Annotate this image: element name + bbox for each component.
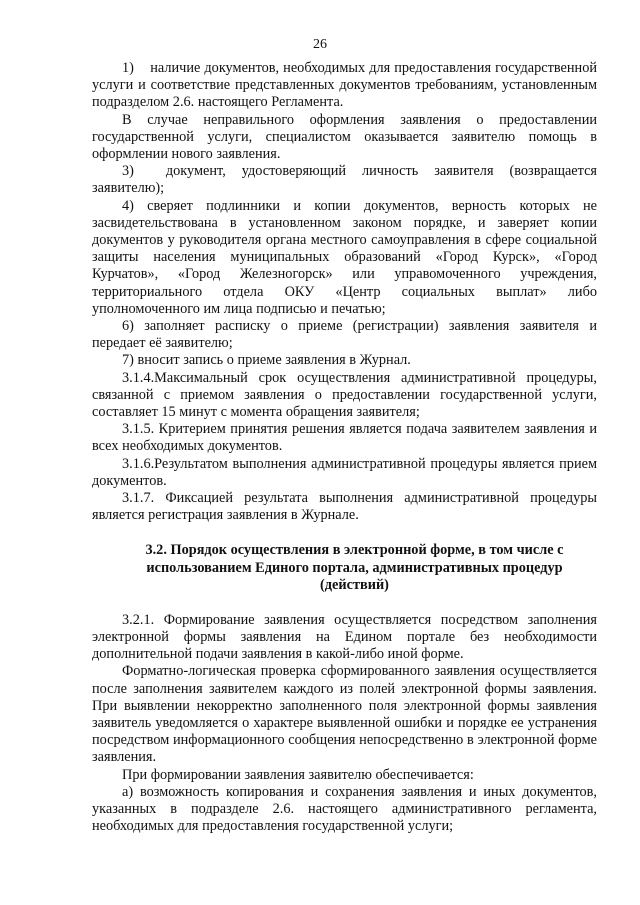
paragraph-3-1-5: 3.1.5. Критерием принятия решения является подача заявителем заявления и всех необходимых документов. — [92, 421, 597, 455]
paragraph-item-3-identity-document: 3) документ, удостоверяющий личность заявителя (возвращается заявителю); — [92, 163, 597, 197]
spacer — [92, 595, 597, 612]
paragraph-item-6-receipt: 6) заполняет расписку о приеме (регистрации) заявления заявителя и передает её заявителю; — [92, 318, 597, 352]
section-heading-3-2 — [92, 542, 597, 594]
paragraph-ensured-features: При формировании заявления заявителю обеспечивается: — [122, 766, 474, 783]
paragraph-incorrect-application: В случае неправильного оформления заявления о предоставлении государственной услуги, специалистом оказывается заявителю помощь в оформлении нового заявления. — [92, 111, 597, 163]
paragraph-3-1-4: 3.1.4.Максимальный срок осуществления административной процедуры, связанной с приемом заявления о предоставлении государственной услуги, составляет 15 минут с момента обращения заявителя; — [92, 369, 597, 421]
paragraph-item-1-documents: 1) наличие документов, необходимых для предоставления государственной услуги и соответствие представленных документов требованиям, установленным подразделом 2.6. настоящего Регламента. — [92, 60, 597, 111]
page-number: 26 — [313, 37, 327, 52]
section-heading-line: использованием Единого портала, административных процедур — [146, 559, 563, 576]
paragraph-format-logic-check: Форматно-логическая проверка сформированного заявления осуществляется после заполнения заявителем каждого из полей электронной формы заявления. При выявлении некорректно заполненного поля электронной формы заявления заявитель уведомляется о характере выявленной ошибки и порядке ее устранения посредством информационного сообщения непосредственно в электронной форме заявления. — [92, 663, 597, 766]
spacer — [92, 524, 597, 542]
paragraph-3-2-1: 3.2.1. Формирование заявления осуществляется посредством заполнения электронной формы заявления на Едином портале без необходимости дополнительной подачи заявления в какой-либо иной форме. — [92, 611, 597, 663]
paragraph-3-1-7: 3.1.7. Фиксацией результата выполнения административной процедуры является регистрация заявления в Журнале. — [92, 490, 597, 524]
paragraph-item-4-verify-copies: 4) сверяет подлинники и копии документов, верность которых не засвидетельствована в установленном законом порядке, и заверяет копии документов у руководителя органа местного самоуправления в сфере социальной защиты населения муниципальных образований «Город Курск», «Город Курчатов», «Город Железногорск» или управомоченного учреждения, территориального отдела ОКУ «Центр социальных выплат» либо уполномоченного им лица подписью и печатью; — [92, 197, 597, 317]
paragraph-item-7-journal: 7) вносит запись о приеме заявления в Журнал. — [122, 352, 411, 369]
section-heading-line: (действий) — [320, 577, 389, 594]
section-heading-line: 3.2. Порядок осуществления в электронной форме, в том числе с — [145, 542, 564, 559]
paragraph-item-a-copy-save: а) возможность копирования и сохранения заявления и иных документов, указанных в подразделе 2.6. настоящего административного регламента, необходимых для предоставления государственной услуги; — [92, 783, 597, 835]
paragraph-3-1-6: 3.1.6.Результатом выполнения административной процедуры является прием документов. — [92, 455, 597, 489]
document-body — [92, 60, 597, 835]
